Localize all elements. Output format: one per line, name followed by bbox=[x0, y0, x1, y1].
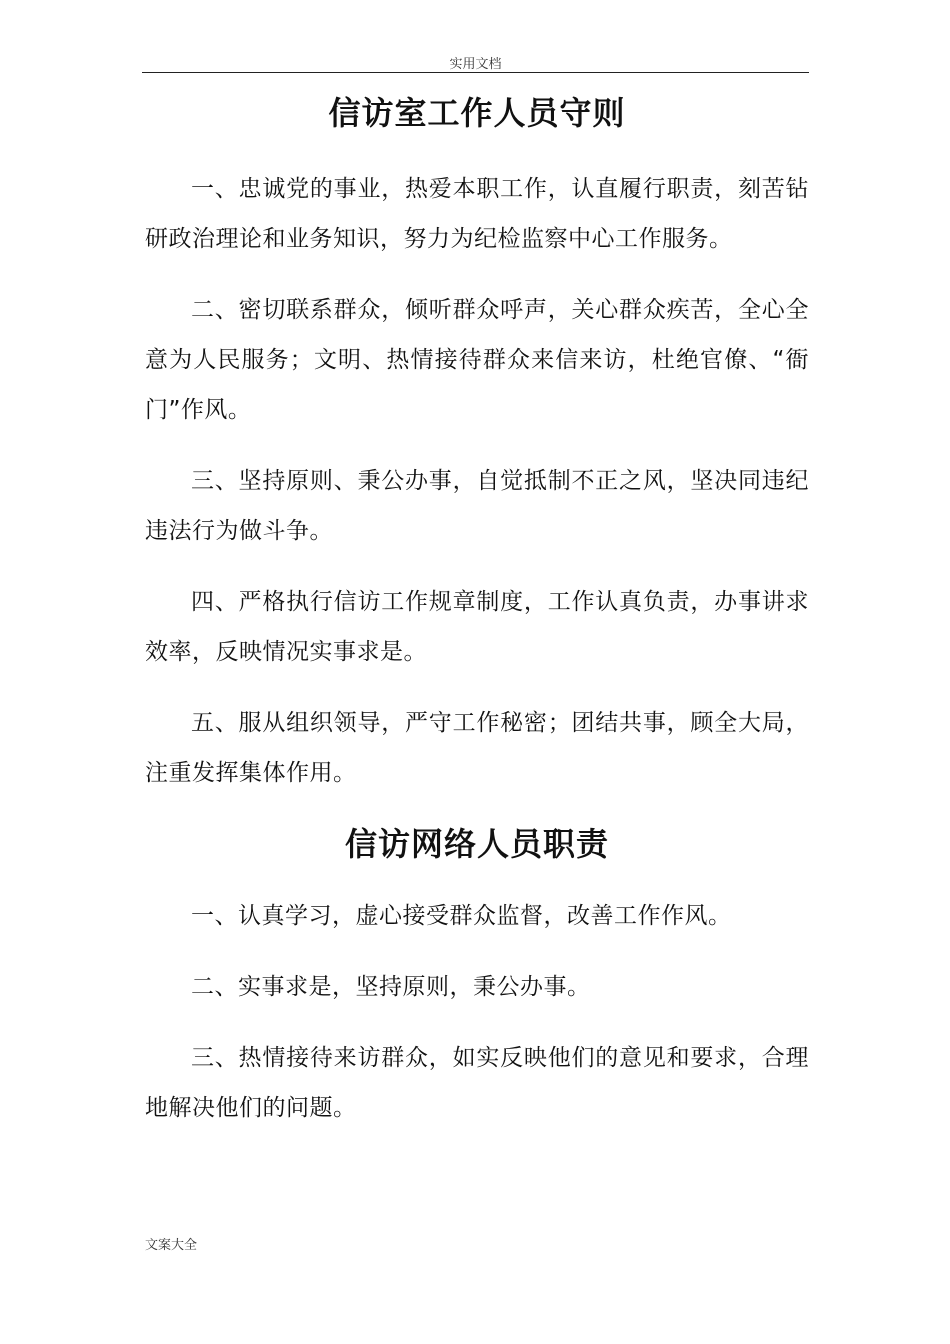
rule-paragraph-2: 二、密切联系群众，倾听群众呼声，关心群众疾苦，全心全意为人民服务；文明、热情接待群众来信来访，杜绝官僚、“衙门”作风。 bbox=[145, 297, 809, 423]
duty-paragraph-3: 三、热情接待来访群众，如实反映他们的意见和要求，合理地解决他们的问题。 bbox=[145, 1045, 809, 1121]
header-divider bbox=[142, 72, 809, 73]
duty-paragraph-1: 一、认真学习，虚心接受群众监督，改善工作作风。 bbox=[191, 903, 732, 929]
rule-paragraph-1: 一、忠诚党的事业，热爱本职工作，认直履行职责，刻苦钻研政治理论和业务知识，努力为纪检监察中心工作服务。 bbox=[145, 176, 809, 252]
page-header: 实用文档 bbox=[449, 57, 502, 72]
rule-paragraph-3: 三、坚持原则、秉公办事，自觉抵制不正之风，坚决同违纪违法行为做斗争。 bbox=[145, 468, 809, 544]
section-title-network-duties: 信访网络人员职责 bbox=[344, 825, 609, 863]
document-body bbox=[145, 84, 809, 1154]
duty-paragraph-2: 二、实事求是，坚持原则，秉公办事。 bbox=[191, 974, 591, 1000]
section-title-conduct-rules: 信访室工作人员守则 bbox=[328, 94, 626, 132]
rule-paragraph-4: 四、严格执行信访工作规章制度，工作认真负责，办事讲求效率，反映情况实事求是。 bbox=[145, 589, 809, 665]
rule-paragraph-5: 五、服从组织领导，严守工作秘密；团结共事，顾全大局，注重发挥集体作用。 bbox=[145, 710, 809, 786]
page-footer: 文案大全 bbox=[145, 1238, 198, 1253]
